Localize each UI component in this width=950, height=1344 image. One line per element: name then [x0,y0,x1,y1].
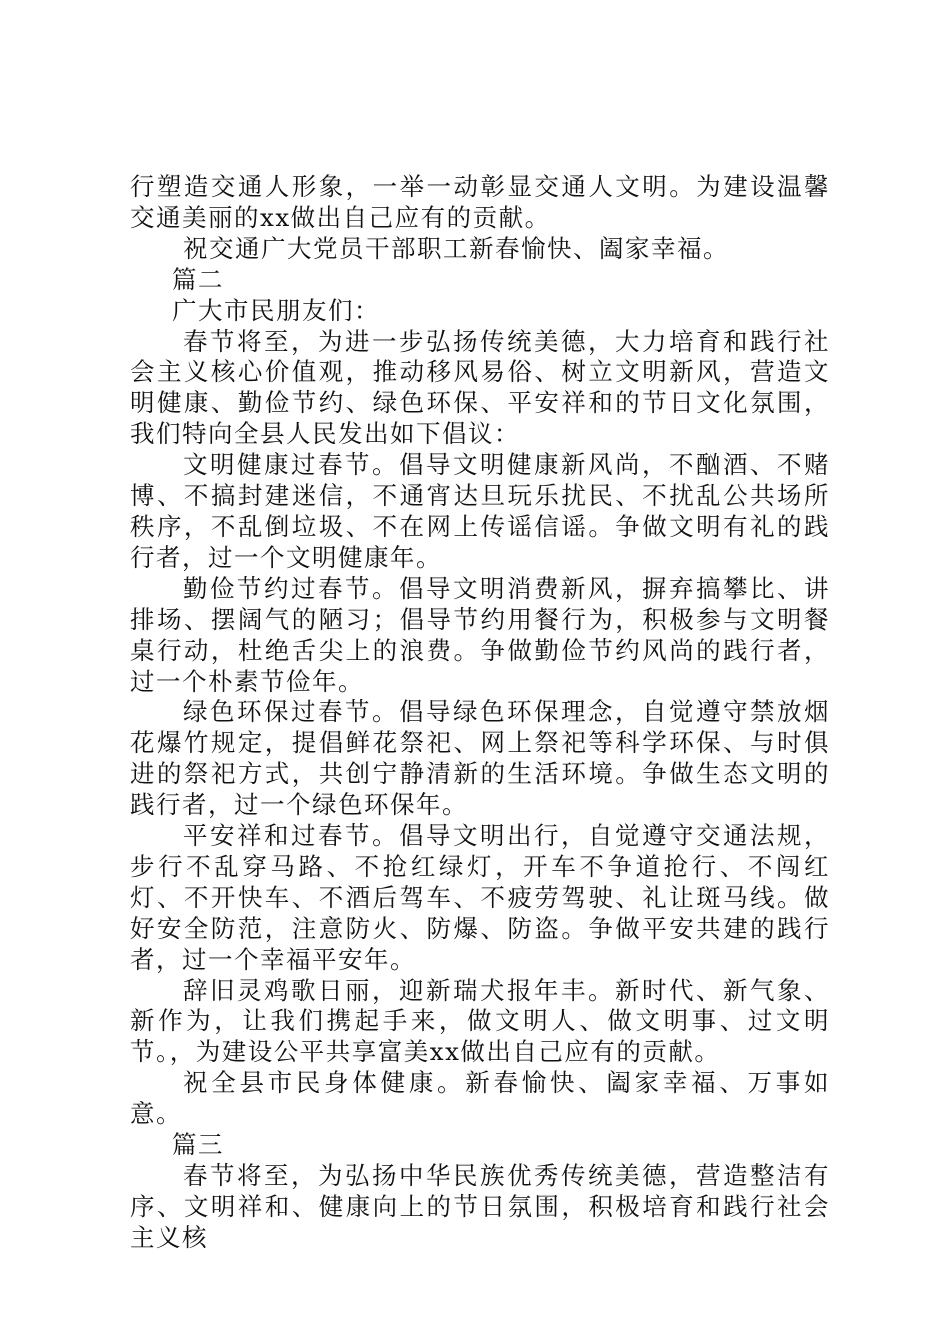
paragraph: 绿色环保过春节。倡导绿色环保理念，自觉遵守禁放烟花爆竹规定，提倡鲜花祭祀、网上祭祀等科学环保、与时俱进的祭祀方式，共创宁静清新的生活环境。争做生态文明的践行者，过一个绿色环保年。 [130,697,830,820]
paragraph: 春节将至，为弘扬中华民族优秀传统美德，营造整洁有序、文明祥和、健康向上的节日氛围，积极培育和践行社会主义核 [130,1161,830,1252]
section-heading: 篇三 [172,1130,224,1160]
paragraph: 祝全县市民身体健康。新春愉快、阖家幸福、万事如意。 [130,1068,830,1129]
paragraph: 勤俭节约过春节。倡导文明消费新风，摒弃搞攀比、讲排场、摆阔气的陋习；倡导节约用餐行为，积极参与文明餐桌行动，杜绝舌尖上的浪费。争做勤俭节约风尚的践行者，过一个朴素节俭年。 [130,573,830,696]
salutation: 广大市民朋友们： [172,295,380,325]
document-body [130,172,830,1254]
paragraph: 平安祥和过春节。倡导文明出行，自觉遵守交通法规，步行不乱穿马路、不抢红绿灯，开车不争道抢行、不闯红灯、不开快车、不酒后驾车、不疲劳驾驶、礼让斑马线。做好安全防范，注意防火、防爆、防盗。争做平安共建的践行者，过一个幸福平安年。 [130,821,830,974]
section-heading: 篇二 [172,264,224,294]
paragraph: 祝交通广大党员干部职工新春愉快、阖家幸福。 [183,233,729,263]
paragraph: 辞旧灵鸡歌日丽，迎新瑞犬报年丰。新时代、新气象、新作为，让我们携起手来，做文明人、做文明事、过文明节。，为建设公平共享富美xx做出自己应有的贡献。 [130,975,830,1067]
paragraph: 文明健康过春节。倡导文明健康新风尚，不酗酒、不赌博、不搞封建迷信，不通宵达旦玩乐扰民、不扰乱公共场所秩序，不乱倒垃圾、不在网上传谣信谣。争做文明有礼的践行者，过一个文明健康年。 [130,450,830,572]
paragraph: 行塑造交通人形象，一举一动彰显交通人文明。为建设温馨交通美丽的xx做出自己应有的贡献。 [130,172,830,232]
paragraph: 春节将至，为进一步弘扬传统美德，大力培育和践行社会主义核心价值观，推动移风易俗、树立文明新风，营造文明健康、勤俭节约、绿色环保、平安祥和的节日文化氛围，我们特向全县人民发出如下倡议： [130,326,830,449]
